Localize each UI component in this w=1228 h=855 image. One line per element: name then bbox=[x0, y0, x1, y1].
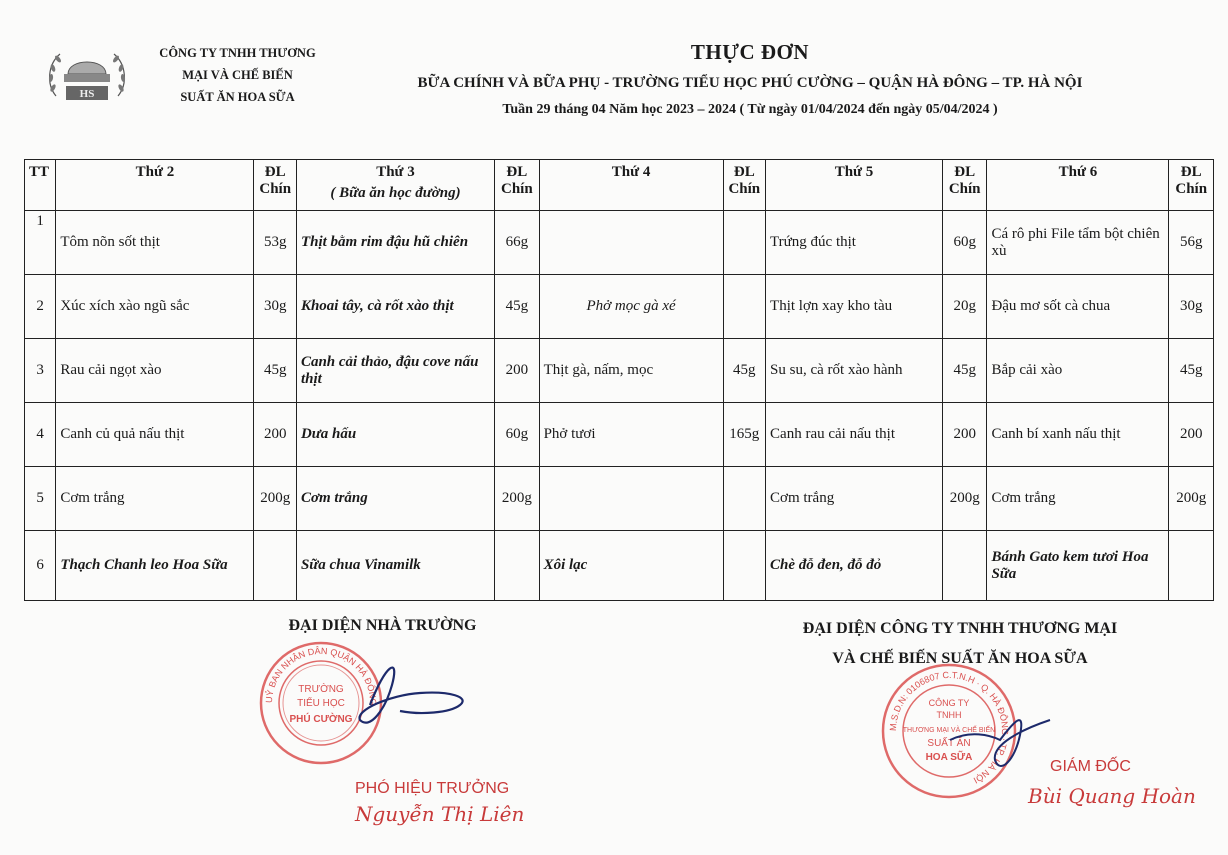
document-heading bbox=[330, 40, 1170, 118]
dish-cell: Dưa hấu bbox=[296, 403, 494, 467]
company-name bbox=[130, 42, 345, 108]
table-row bbox=[25, 467, 1214, 531]
company-signer-name: Bùi Quang Hoàn bbox=[1028, 784, 1196, 808]
qty-cell: 200 bbox=[1169, 403, 1214, 467]
qty-cell bbox=[723, 467, 765, 531]
company-line: SUẤT ĂN HOA SỮA bbox=[180, 90, 295, 104]
header-qty: ĐL Chín bbox=[942, 160, 986, 211]
signature-scribble-icon bbox=[330, 645, 480, 745]
row-number: 6 bbox=[25, 531, 56, 601]
qty-cell: 200 bbox=[942, 403, 986, 467]
qty-cell: 200 bbox=[495, 339, 539, 403]
qty-cell bbox=[1169, 531, 1214, 601]
svg-text:CÔNG TY: CÔNG TY bbox=[928, 698, 970, 708]
dish-cell: Canh cải thảo, đậu cove nấu thịt bbox=[296, 339, 494, 403]
school-representative-heading: ĐẠI DIỆN NHÀ TRƯỜNG bbox=[288, 617, 477, 634]
week-range: Tuần 29 tháng 04 Năm học 2023 – 2024 ( Từ ngày 01/04/2024 đến ngày 05/04/2024 ) bbox=[502, 102, 998, 117]
dish-cell bbox=[539, 211, 723, 275]
svg-text:THƯƠNG MẠI VÀ CHẾ BIẾN: THƯƠNG MẠI VÀ CHẾ BIẾN bbox=[902, 727, 996, 734]
dish-cell: Canh bí xanh nấu thịt bbox=[987, 403, 1169, 467]
signature-scribble-icon bbox=[940, 690, 1060, 790]
qty-cell: 45g bbox=[942, 339, 986, 403]
company-signature bbox=[940, 690, 1060, 790]
qty-cell: 60g bbox=[942, 211, 986, 275]
table-row bbox=[25, 211, 1214, 275]
qty-cell: 45g bbox=[723, 339, 765, 403]
page-subtitle: BỮA CHÍNH VÀ BỮA PHỤ - TRƯỜNG TIỂU HỌC PHÚ CƯỜNG – QUẬN HÀ ĐÔNG – TP. HÀ NỘI bbox=[417, 75, 1083, 91]
svg-text:TNHH: TNHH bbox=[936, 710, 962, 720]
dish-cell: Phở mọc gà xé bbox=[539, 275, 723, 339]
qty-cell bbox=[254, 531, 296, 601]
svg-text:M.S.D.N: 0106807 C.T.N.H · Q.: M.S.D.N: 0106807 C.T.N.H · Q. HÀ ĐÔNG · TP. HÀ NỘI bbox=[887, 669, 1011, 786]
table-row bbox=[25, 403, 1214, 467]
header-day4: Thứ 4 bbox=[539, 160, 723, 211]
company-line: MẠI VÀ CHẾ BIẾN bbox=[182, 68, 293, 82]
svg-text:UỶ BAN NHÂN DÂN QUẬN HÀ ĐÔNG: UỶ BAN NHÂN DÂN QUẬN HÀ ĐÔNG bbox=[263, 645, 379, 706]
qty-cell bbox=[723, 275, 765, 339]
qty-cell: 200g bbox=[254, 467, 296, 531]
qty-cell: 30g bbox=[254, 275, 296, 339]
dish-cell: Rau cải ngọt xào bbox=[56, 339, 254, 403]
qty-cell: 20g bbox=[942, 275, 986, 339]
row-number: 1 bbox=[25, 211, 56, 275]
dish-cell: Phở tươi bbox=[539, 403, 723, 467]
company-rep-line: VÀ CHẾ BIẾN SUẤT ĂN HOA SỮA bbox=[832, 650, 1088, 667]
company-signer-title: GIÁM ĐỐC bbox=[1050, 758, 1131, 775]
dish-cell: Canh rau cải nấu thịt bbox=[766, 403, 943, 467]
qty-cell: 165g bbox=[723, 403, 765, 467]
dish-cell: Cơm trắng bbox=[56, 467, 254, 531]
menu-table bbox=[24, 159, 1214, 601]
school-signer-name: Nguyễn Thị Liên bbox=[355, 802, 525, 826]
qty-cell: 30g bbox=[1169, 275, 1214, 339]
dessert-cell: Bánh Gato kem tươi Hoa Sữa bbox=[987, 531, 1169, 601]
qty-cell: 200 bbox=[254, 403, 296, 467]
dish-cell bbox=[539, 467, 723, 531]
dessert-cell: Xôi lạc bbox=[539, 531, 723, 601]
dish-cell: Thịt bằm rim đậu hũ chiên bbox=[296, 211, 494, 275]
qty-cell: 200g bbox=[942, 467, 986, 531]
qty-cell: 60g bbox=[495, 403, 539, 467]
school-signer-title: PHÓ HIỆU TRƯỞNG bbox=[355, 780, 510, 797]
header-qty: ĐL Chín bbox=[1169, 160, 1214, 211]
dish-cell: Cơm trắng bbox=[296, 467, 494, 531]
table-row bbox=[25, 339, 1214, 403]
qty-cell: 66g bbox=[495, 211, 539, 275]
qty-cell: 45g bbox=[254, 339, 296, 403]
school-signature bbox=[330, 645, 480, 745]
page-title: THỰC ĐƠN bbox=[690, 40, 810, 64]
header-day2: Thứ 2 bbox=[56, 160, 254, 211]
qty-cell bbox=[495, 531, 539, 601]
company-logo bbox=[44, 44, 130, 106]
dish-cell: Đậu mơ sốt cà chua bbox=[987, 275, 1169, 339]
header-day5: Thứ 5 bbox=[766, 160, 943, 211]
svg-text:TIỂU HỌC: TIỂU HỌC bbox=[297, 698, 345, 709]
qty-cell: 45g bbox=[1169, 339, 1214, 403]
header-day3-note: ( Bữa ăn học đường) bbox=[330, 185, 461, 201]
qty-cell: 45g bbox=[495, 275, 539, 339]
dish-cell: Trứng đúc thịt bbox=[766, 211, 943, 275]
row-number: 4 bbox=[25, 403, 56, 467]
dessert-cell: Thạch Chanh leo Hoa Sữa bbox=[56, 531, 254, 601]
header-tt: TT bbox=[25, 160, 56, 211]
qty-cell: 56g bbox=[1169, 211, 1214, 275]
qty-cell bbox=[942, 531, 986, 601]
header-qty: ĐL Chín bbox=[495, 160, 539, 211]
svg-text:HOA SỮA: HOA SỮA bbox=[925, 752, 973, 763]
header-qty: ĐL Chín bbox=[254, 160, 296, 211]
row-number: 3 bbox=[25, 339, 56, 403]
qty-cell: 200g bbox=[1169, 467, 1214, 531]
qty-cell bbox=[723, 211, 765, 275]
svg-text:PHÚ CƯỜNG: PHÚ CƯỜNG bbox=[289, 714, 353, 725]
svg-text:TRƯỜNG: TRƯỜNG bbox=[298, 684, 344, 695]
dessert-cell: Chè đỗ đen, đỗ đỏ bbox=[766, 531, 943, 601]
company-line: CÔNG TY TNHH THƯƠNG bbox=[159, 46, 316, 60]
table-row bbox=[25, 275, 1214, 339]
row-number: 2 bbox=[25, 275, 56, 339]
dish-cell: Khoai tây, cà rốt xào thịt bbox=[296, 275, 494, 339]
svg-text:SUẤT ĂN: SUẤT ĂN bbox=[927, 738, 971, 749]
row-number: 5 bbox=[25, 467, 56, 531]
table-row bbox=[25, 531, 1214, 601]
dish-cell: Xúc xích xào ngũ sắc bbox=[56, 275, 254, 339]
header-day6: Thứ 6 bbox=[987, 160, 1169, 211]
dish-cell: Thịt lợn xay kho tàu bbox=[766, 275, 943, 339]
dish-cell: Su su, cà rốt xào hành bbox=[766, 339, 943, 403]
header-day3: Thứ 3 ( Bữa ăn học đường) bbox=[296, 160, 494, 211]
company-rep-line: ĐẠI DIỆN CÔNG TY TNHH THƯƠNG MẠI bbox=[802, 620, 1118, 637]
dessert-cell: Sữa chua Vinamilk bbox=[296, 531, 494, 601]
dish-cell: Cá rô phi File tẩm bột chiên xù bbox=[987, 211, 1169, 275]
header-qty: ĐL Chín bbox=[723, 160, 765, 211]
header-row bbox=[25, 160, 1214, 211]
dish-cell: Cơm trắng bbox=[766, 467, 943, 531]
dish-cell: Tôm nõn sốt thịt bbox=[56, 211, 254, 275]
dish-cell: Thịt gà, nấm, mọc bbox=[539, 339, 723, 403]
svg-text:HS: HS bbox=[79, 88, 95, 100]
qty-cell: 200g bbox=[495, 467, 539, 531]
hoa-sua-logo-icon bbox=[44, 44, 130, 106]
dish-cell: Bắp cải xào bbox=[987, 339, 1169, 403]
qty-cell: 53g bbox=[254, 211, 296, 275]
dish-cell: Canh củ quả nấu thịt bbox=[56, 403, 254, 467]
dish-cell: Cơm trắng bbox=[987, 467, 1169, 531]
qty-cell bbox=[723, 531, 765, 601]
